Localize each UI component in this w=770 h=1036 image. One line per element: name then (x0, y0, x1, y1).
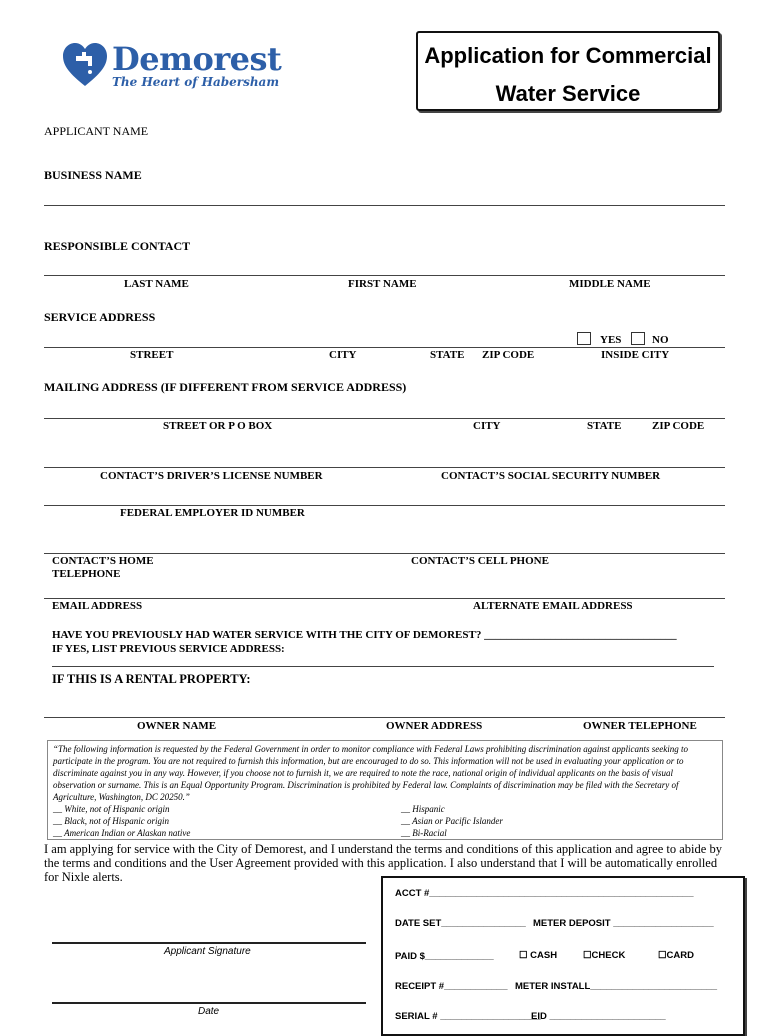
date-line[interactable] (52, 1002, 366, 1004)
logo-tagline: The Heart of Habersham (112, 75, 280, 89)
card-option[interactable] (658, 950, 694, 961)
home-telephone-label-2: TELEPHONE (52, 568, 121, 580)
city-logo (62, 38, 292, 98)
mailing-address-label: MAILING ADDRESS (IF DIFFERENT FROM SERVICE ADDRESS) (44, 380, 407, 394)
date-set-field[interactable]: DATE SET________________ (395, 918, 526, 929)
race-option-biracial[interactable]: __ Bi-Racial (401, 828, 447, 838)
card-label: CARD (666, 950, 694, 961)
mail-city-label: CITY (473, 420, 501, 432)
applicant-signature-label: Applicant Signature (164, 946, 251, 957)
applicant-signature-line[interactable] (52, 942, 366, 944)
eid-field[interactable]: EID ______________________ (531, 1011, 666, 1022)
cash-checkbox[interactable]: ☐ (519, 950, 528, 961)
race-option-hispanic[interactable]: __ Hispanic (401, 804, 445, 814)
cash-option[interactable] (519, 950, 557, 961)
phones-line[interactable] (44, 553, 725, 554)
race-option-asian[interactable]: __ Asian or Pacific Islander (401, 816, 503, 826)
meter-deposit-field[interactable]: METER DEPOSIT ___________________ (533, 918, 714, 929)
email-line[interactable] (44, 598, 725, 599)
owner-name-label: OWNER NAME (137, 720, 217, 732)
inside-city-no-checkbox[interactable] (631, 332, 645, 345)
email-address-label: EMAIL ADDRESS (52, 600, 143, 612)
cell-phone-label: CONTACT’S CELL PHONE (411, 555, 549, 567)
zip-code-label: ZIP CODE (482, 349, 535, 361)
business-name-label: BUSINESS NAME (44, 168, 142, 182)
date-label: Date (198, 1006, 220, 1017)
street-po-box-label: STREET OR P O BOX (163, 420, 273, 432)
disclaimer-text: “The following information is requested by the Federal Government in order to monitor compliance with Federal Laws prohibiting discrimination against applicants seeking to participate in the program. You are not required to furnish this information, but are encouraged to do so. This information will not be used in evaluating your application or to discriminate against you in any way. However, if you choose not to furnish it, we are required to note the race, national origin of individual applicants on the basis of visual observation or surname. This is an Equal Opportunity Program. Discrimination is prohibited by Federal law. Complaints of discrimination may be filed with the Secretary of Agriculture, Washington, DC 20250.” (53, 744, 688, 802)
rental-property-label: IF THIS IS A RENTAL PROPERTY: (52, 672, 251, 686)
yes-label: YES (600, 334, 622, 346)
middle-name-label: MIDDLE NAME (569, 278, 651, 290)
service-address-line[interactable] (44, 347, 725, 348)
last-name-label: LAST NAME (124, 278, 189, 290)
responsible-contact-line[interactable] (44, 275, 725, 276)
check-option[interactable] (583, 950, 625, 961)
race-option-black[interactable]: __ Black, not of Hispanic origin (53, 816, 169, 826)
receipt-field[interactable]: RECEIPT #____________ (395, 981, 508, 992)
form-title (416, 31, 720, 111)
federal-employer-id-label: FEDERAL EMPLOYER ID NUMBER (120, 507, 305, 519)
first-name-label: FIRST NAME (348, 278, 417, 290)
alt-email-label: ALTERNATE EMAIL ADDRESS (473, 600, 633, 612)
heart-faucet-icon (62, 42, 108, 88)
acct-field[interactable]: ACCT #__________________________________________________ (395, 888, 694, 899)
responsible-contact-label: RESPONSIBLE CONTACT (44, 239, 191, 253)
owner-address-label: OWNER ADDRESS (386, 720, 483, 732)
ssn-label: CONTACT’S SOCIAL SECURITY NUMBER (441, 470, 661, 482)
inside-city-yes-checkbox[interactable] (577, 332, 591, 345)
race-option-native[interactable]: __ American Indian or Alaskan native (53, 828, 191, 838)
agreement-text: I am applying for service with the City of Demorest, and I understand the terms and conditions of this application and agree to abide by the terms and conditions and the User Agreement provided with this application. I also understand that I will be automatically enrolled for Nixle alerts. (44, 842, 722, 884)
home-telephone-label: CONTACT’S HOME (52, 555, 154, 567)
logo-wordmark: Demorest (112, 40, 282, 78)
form-title-line1: Application for Commercial (424, 43, 712, 68)
office-use-box (381, 876, 745, 1036)
card-checkbox[interactable]: ☐ (658, 950, 667, 961)
street-label: STREET (130, 349, 174, 361)
mailing-address-line[interactable] (44, 418, 725, 419)
form-title-line2: Water Service (495, 81, 641, 106)
paid-field[interactable]: PAID $_____________ (395, 951, 494, 962)
no-label: NO (652, 334, 669, 346)
federal-employer-id-line[interactable] (44, 505, 725, 506)
previous-address-line[interactable] (52, 666, 714, 667)
previous-service-question[interactable]: HAVE YOU PREVIOUSLY HAD WATER SERVICE WITH THE CITY OF DEMOREST? ___________________________________ (52, 629, 677, 641)
state-label: STATE (430, 349, 465, 361)
meter-install-field[interactable]: METER INSTALL________________________ (515, 981, 718, 992)
check-label: CHECK (591, 950, 626, 961)
check-checkbox[interactable]: ☐ (583, 950, 592, 961)
rental-owner-line[interactable] (44, 717, 725, 718)
mail-zip-label: ZIP CODE (652, 420, 705, 432)
business-name-line[interactable] (44, 205, 725, 206)
race-option-white[interactable]: __ White, not of Hispanic origin (53, 804, 170, 814)
city-label: CITY (329, 349, 357, 361)
cash-label: CASH (530, 950, 558, 961)
mail-state-label: STATE (587, 420, 622, 432)
license-ssn-line[interactable] (44, 467, 725, 468)
inside-city-label: INSIDE CITY (601, 349, 670, 361)
previous-address-label: IF YES, LIST PREVIOUS SERVICE ADDRESS: (52, 643, 285, 655)
equal-opportunity-disclaimer (47, 740, 723, 840)
drivers-license-label: CONTACT’S DRIVER’S LICENSE NUMBER (100, 470, 323, 482)
applicant-name-label: APPLICANT NAME (44, 124, 149, 138)
serial-field[interactable]: SERIAL # ___________________ (395, 1011, 541, 1022)
service-address-label: SERVICE ADDRESS (44, 310, 156, 324)
owner-telephone-label: OWNER TELEPHONE (583, 720, 697, 732)
